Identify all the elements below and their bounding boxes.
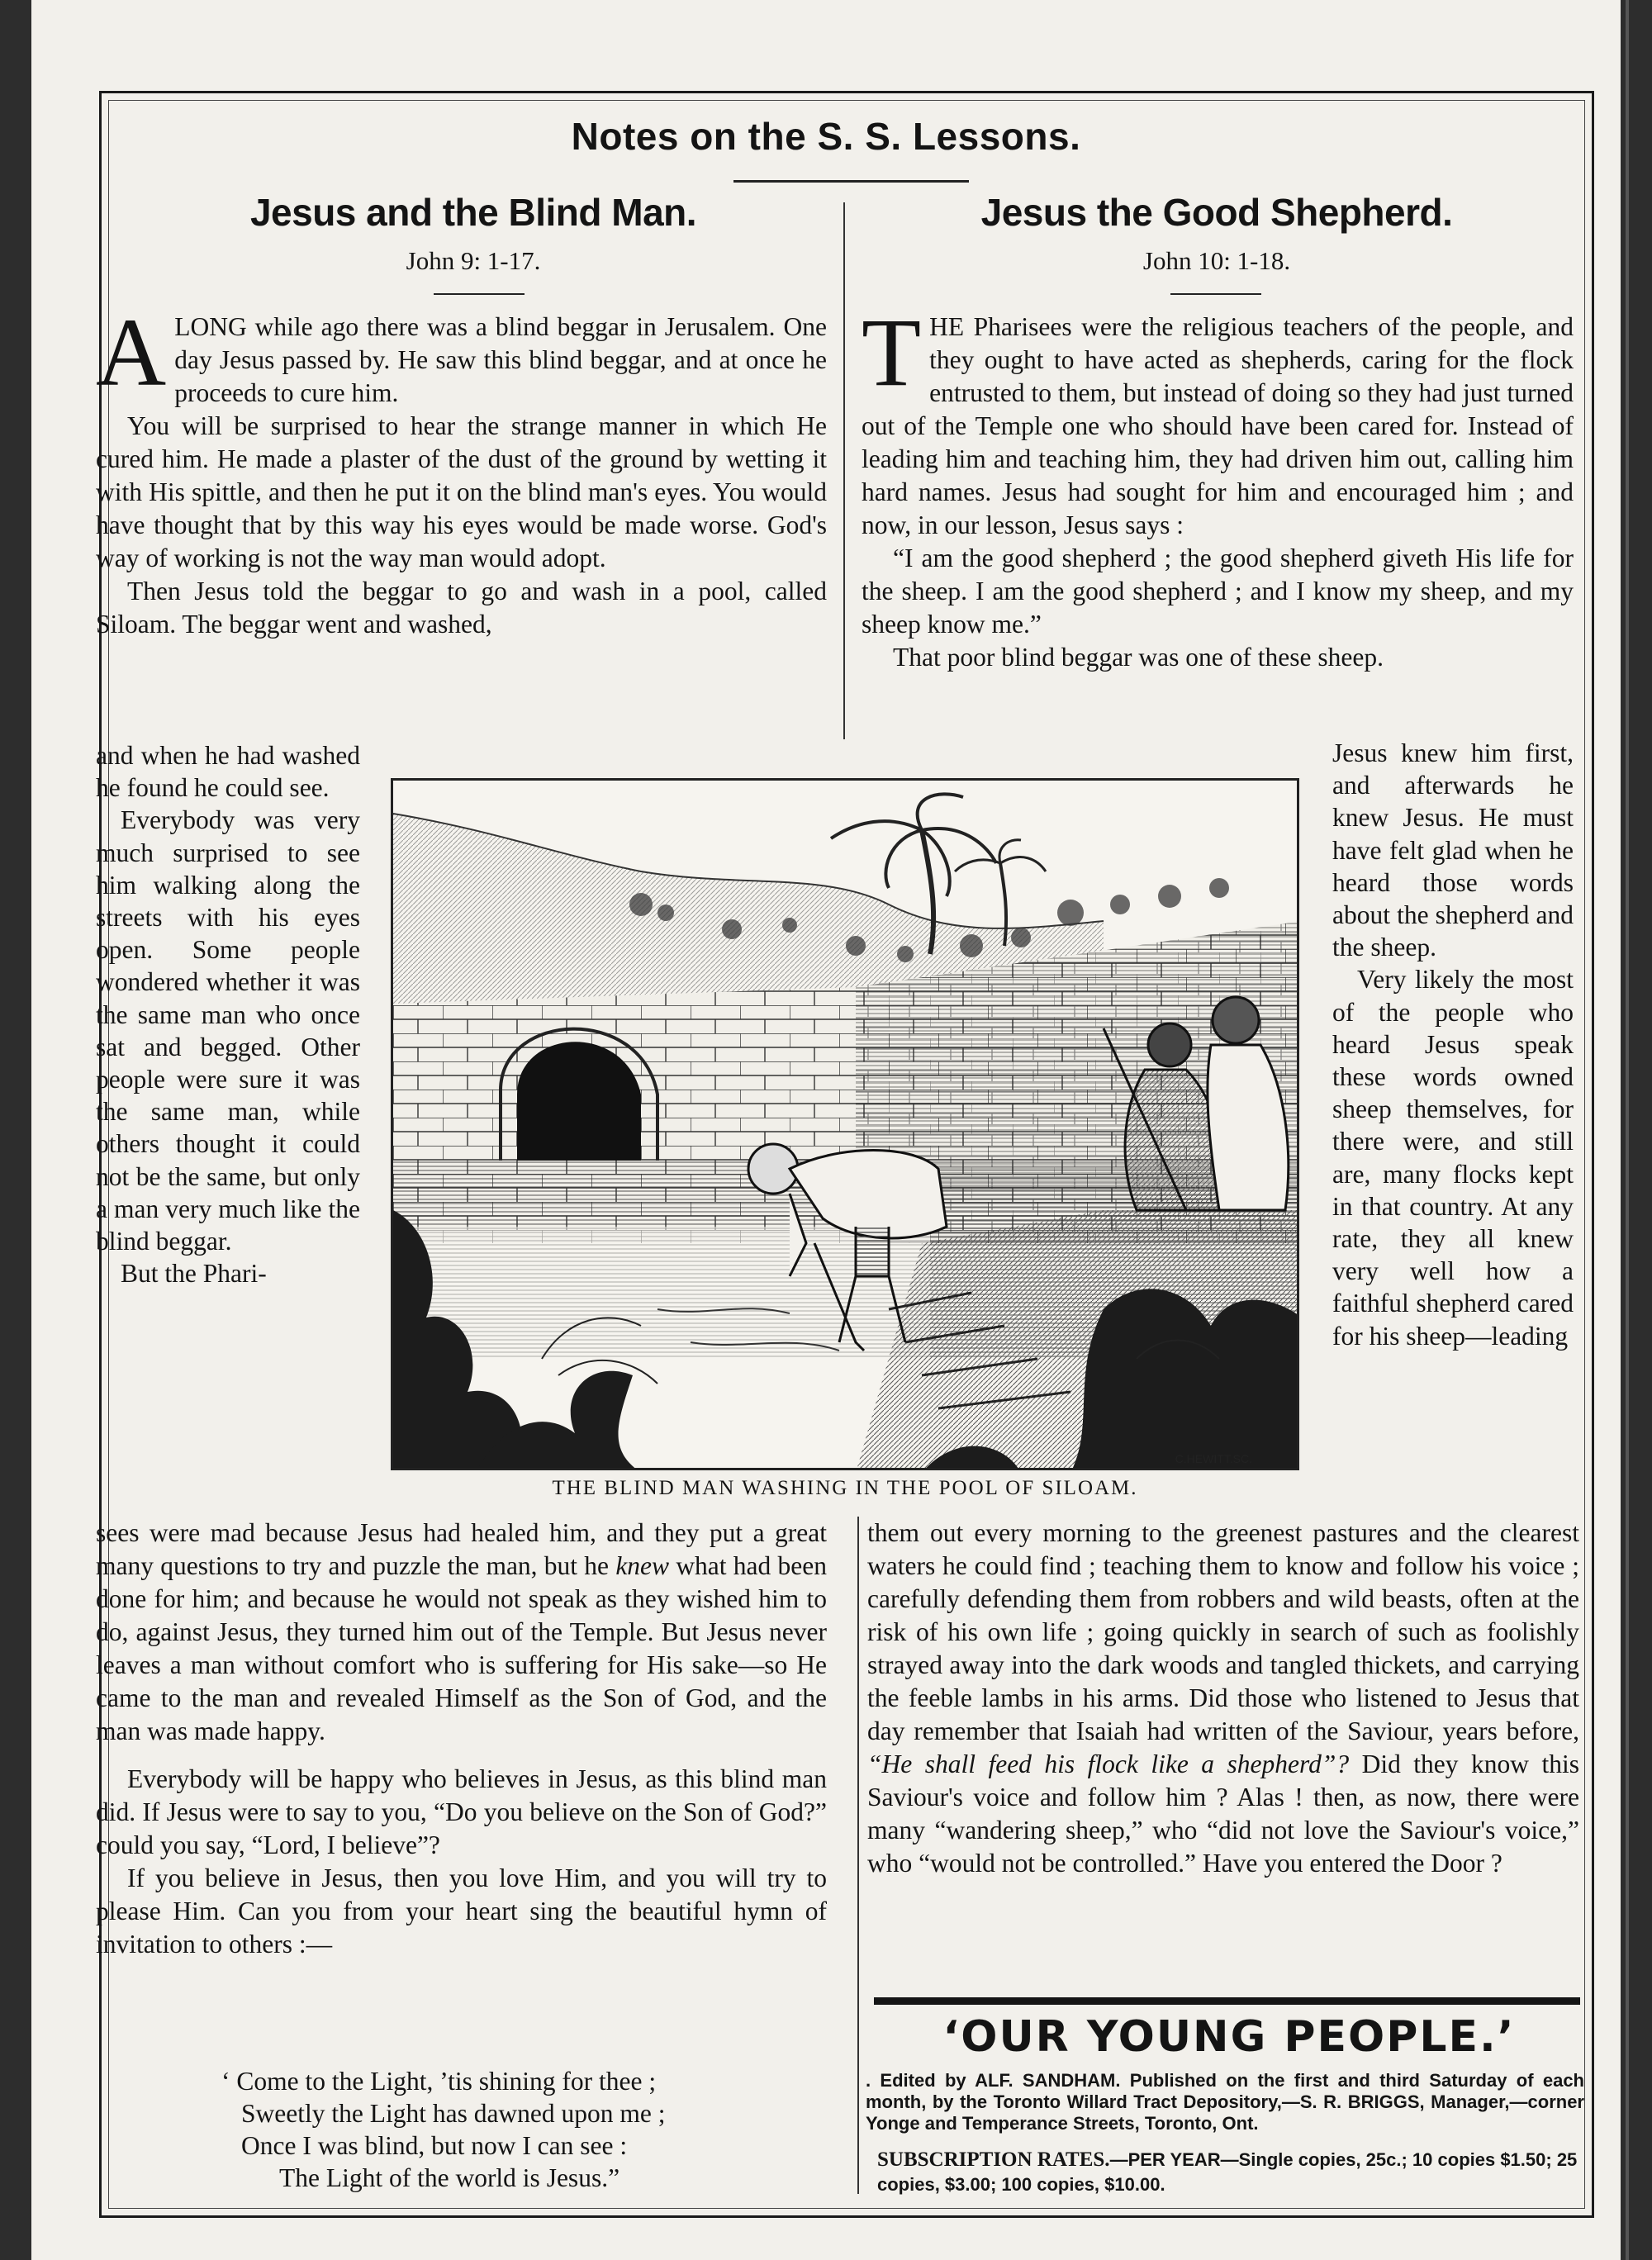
left-article-heading: Jesus and the Blind Man. bbox=[249, 191, 697, 234]
right-narrow-text bbox=[1332, 737, 1574, 1352]
left-dropcap: A bbox=[96, 298, 167, 406]
engraving-illustration bbox=[391, 778, 1299, 1470]
column-divider-bottom bbox=[857, 1517, 859, 2194]
left-article-upper bbox=[96, 298, 827, 641]
page-title: Notes on the S. S. Lessons. bbox=[571, 115, 1081, 158]
left-paragraph-6: Everybody will be happy who believes in Jesus, as this blind man did. If Jesus were to say to you, “Do you believe on the Son of God?” could you say, “Lord, I believe”? bbox=[96, 1764, 827, 1859]
advert-rates-text: —PER YEAR—Single copies, 25c.; 10 copies $1.50; 25 copies, $3.00; 100 copies, $10.00. bbox=[877, 2149, 1578, 2195]
left-p5-emphasis: knew bbox=[615, 1551, 670, 1580]
right-p5-start: them out every morning to the greenest pastures and the clearest waters he could find ; teaching them to know and follow his voice ; carefully defending them from robbers and wild beasts, often at the risk of his own life ; going quickly in search of such as foolishly strayed away into the dark woods and tangled thickets, and carrying the feeble lambs in his arms. Did those who listened to Jesus that day remember that Isaiah had written of the Saviour, years before, bbox=[867, 1518, 1579, 1745]
right-article-heading: Jesus the Good Shepherd. bbox=[980, 191, 1453, 234]
right-article-upper bbox=[862, 298, 1574, 674]
right-paragraph-3: That poor blind beggar was one of these sheep. bbox=[893, 643, 1384, 672]
right-narrow-b: Very likely the most of the people who heard Jesus speak these words owned sheep themselves, for there were, and still are, many flocks kept in that country. At any rate, they all knew very well how a faithful shepherd cared for his sheep—leading bbox=[1332, 965, 1574, 1351]
left-narrow-c: But the Phari- bbox=[121, 1259, 267, 1289]
left-paragraph-2: You will be surprised to hear the strange manner in which He cured him. He made a plaster of the dust of the ground by wetting it with His spittle, and then he put it on the blind man's eyes. You would have thought that by this way his eyes would be made worse. God's way of working is not the way man would adopt. bbox=[96, 411, 827, 572]
left-paragraph-3: Then Jesus told the beggar to go and wash in a pool, called Siloam. The beggar went and washed, bbox=[96, 577, 827, 639]
left-article-lower bbox=[96, 1517, 827, 1961]
scan-edge-right bbox=[1621, 0, 1652, 2260]
hymn-line: ‘ Come to the Light, ’tis shining for thee ; bbox=[221, 2067, 657, 2096]
left-p5-start: sees were mad because Jesus had healed him, and they put a great many questions to try and puzzle the man, but he bbox=[96, 1518, 827, 1580]
left-article-reference: John 9: 1-17. bbox=[406, 246, 541, 275]
left-narrow-text bbox=[96, 739, 360, 1289]
left-p5-end: what had been done for him; and because he would not speak as they wished him to do, against Jesus, they turned him out of the Temple. But Jesus never leaves a man without comfort who is suffering for His sake—so He came to the man and revealed Himself as the Son of God, and the man was made happy. bbox=[96, 1551, 828, 1745]
left-paragraph-7: If you believe in Jesus, then you love Him, and you will try to please Him. Can you from your heart sing the beautiful hymn of invitation to others :— bbox=[96, 1864, 827, 1959]
hymn-line: The Light of the world is Jesus.” bbox=[279, 2163, 620, 2192]
right-quote: “I am the good shepherd ; the good shepherd giveth His life for the sheep. I am the good shepherd ; and I know my sheep, and my sheep know me.” bbox=[862, 544, 1574, 639]
right-paragraph-5 bbox=[867, 1517, 1579, 1880]
left-paragraph-5 bbox=[96, 1517, 827, 1748]
left-narrow-a: and when he had washed he found he could see. bbox=[96, 741, 360, 803]
hymn-line: Once I was blind, but now I can see : bbox=[241, 2131, 628, 2160]
left-narrow-b: Everybody was very much surprised to see him walking along the streets with his eyes open. Some people wondered whether it was the same man who once sat and begged. Other people were sure it was the same man, while others thought it could not be the same, but only a man very much like the blind beggar. bbox=[96, 805, 360, 1256]
page-sheet bbox=[31, 0, 1621, 2260]
right-heading-rule bbox=[1170, 293, 1261, 295]
left-intro-paragraph: LONG while ago there was a blind beggar in Jerusalem. One day Jesus passed by. He saw this blind beggar, and at once he proceeds to cure him. bbox=[174, 312, 827, 407]
right-p5-quote: “He shall feed his flock like a shepherd”? bbox=[867, 1750, 1350, 1778]
left-heading-rule bbox=[434, 293, 525, 295]
illustration-caption: THE BLIND MAN WASHING IN THE POOL OF SILOAM. bbox=[552, 1477, 1138, 1499]
right-p5-end: Did they know this Saviour's voice and follow him ? Alas ! then, as now, there were many “wandering sheep,” who “did not love the Saviour's voice,” who “would not be controlled.” Have you entered the Door ? bbox=[867, 1750, 1580, 1878]
advert-rates-lead: SUBSCRIPTION RATES. bbox=[877, 2148, 1110, 2171]
right-article-reference: John 10: 1-18. bbox=[1142, 246, 1291, 275]
right-dropcap: T bbox=[862, 298, 922, 406]
title-rule bbox=[733, 180, 969, 183]
right-intro-paragraph: HE Pharisees were the religious teachers of the people, and they ought to have acted as shepherds, caring for the flock entrusted to them, but instead of doing so they had just turned out of the Temple one who should have been cared for. Instead of leading him and teaching him, they had driven him out, calling him hard names. Jesus had sought for him and encouraged him ; and now, in our lesson, Jesus says : bbox=[862, 312, 1574, 539]
advert-body: . Edited by ALF. SANDHAM. Published on the first and third Saturday of each month, by the Toronto Willard Tract Depository,—S. R. BRIGGS, Manager,—corner Yonge and Temperance Streets, Toronto, Ont. bbox=[866, 2070, 1584, 2134]
pool-of-siloam-engraving bbox=[393, 781, 1299, 1470]
scan-edge-left bbox=[0, 0, 31, 2260]
hymn-line: Sweetly the Light has dawned upon me ; bbox=[241, 2099, 666, 2128]
advert-top-rule bbox=[874, 1997, 1580, 2005]
advert-rates bbox=[877, 2148, 1584, 2197]
right-narrow-a: Jesus knew him first, and afterwards he knew Jesus. He must have felt glad when he heard those words about the shepherd and the sheep. bbox=[1332, 738, 1574, 962]
engraver-signature: C.HEWITT.SC. bbox=[1175, 1452, 1252, 1465]
advert-title: ‘OUR YOUNG PEOPLE.’ bbox=[942, 2012, 1516, 2062]
hymn-verse bbox=[221, 2065, 800, 2194]
column-divider-top bbox=[843, 202, 845, 739]
right-article-lower bbox=[867, 1517, 1579, 1880]
